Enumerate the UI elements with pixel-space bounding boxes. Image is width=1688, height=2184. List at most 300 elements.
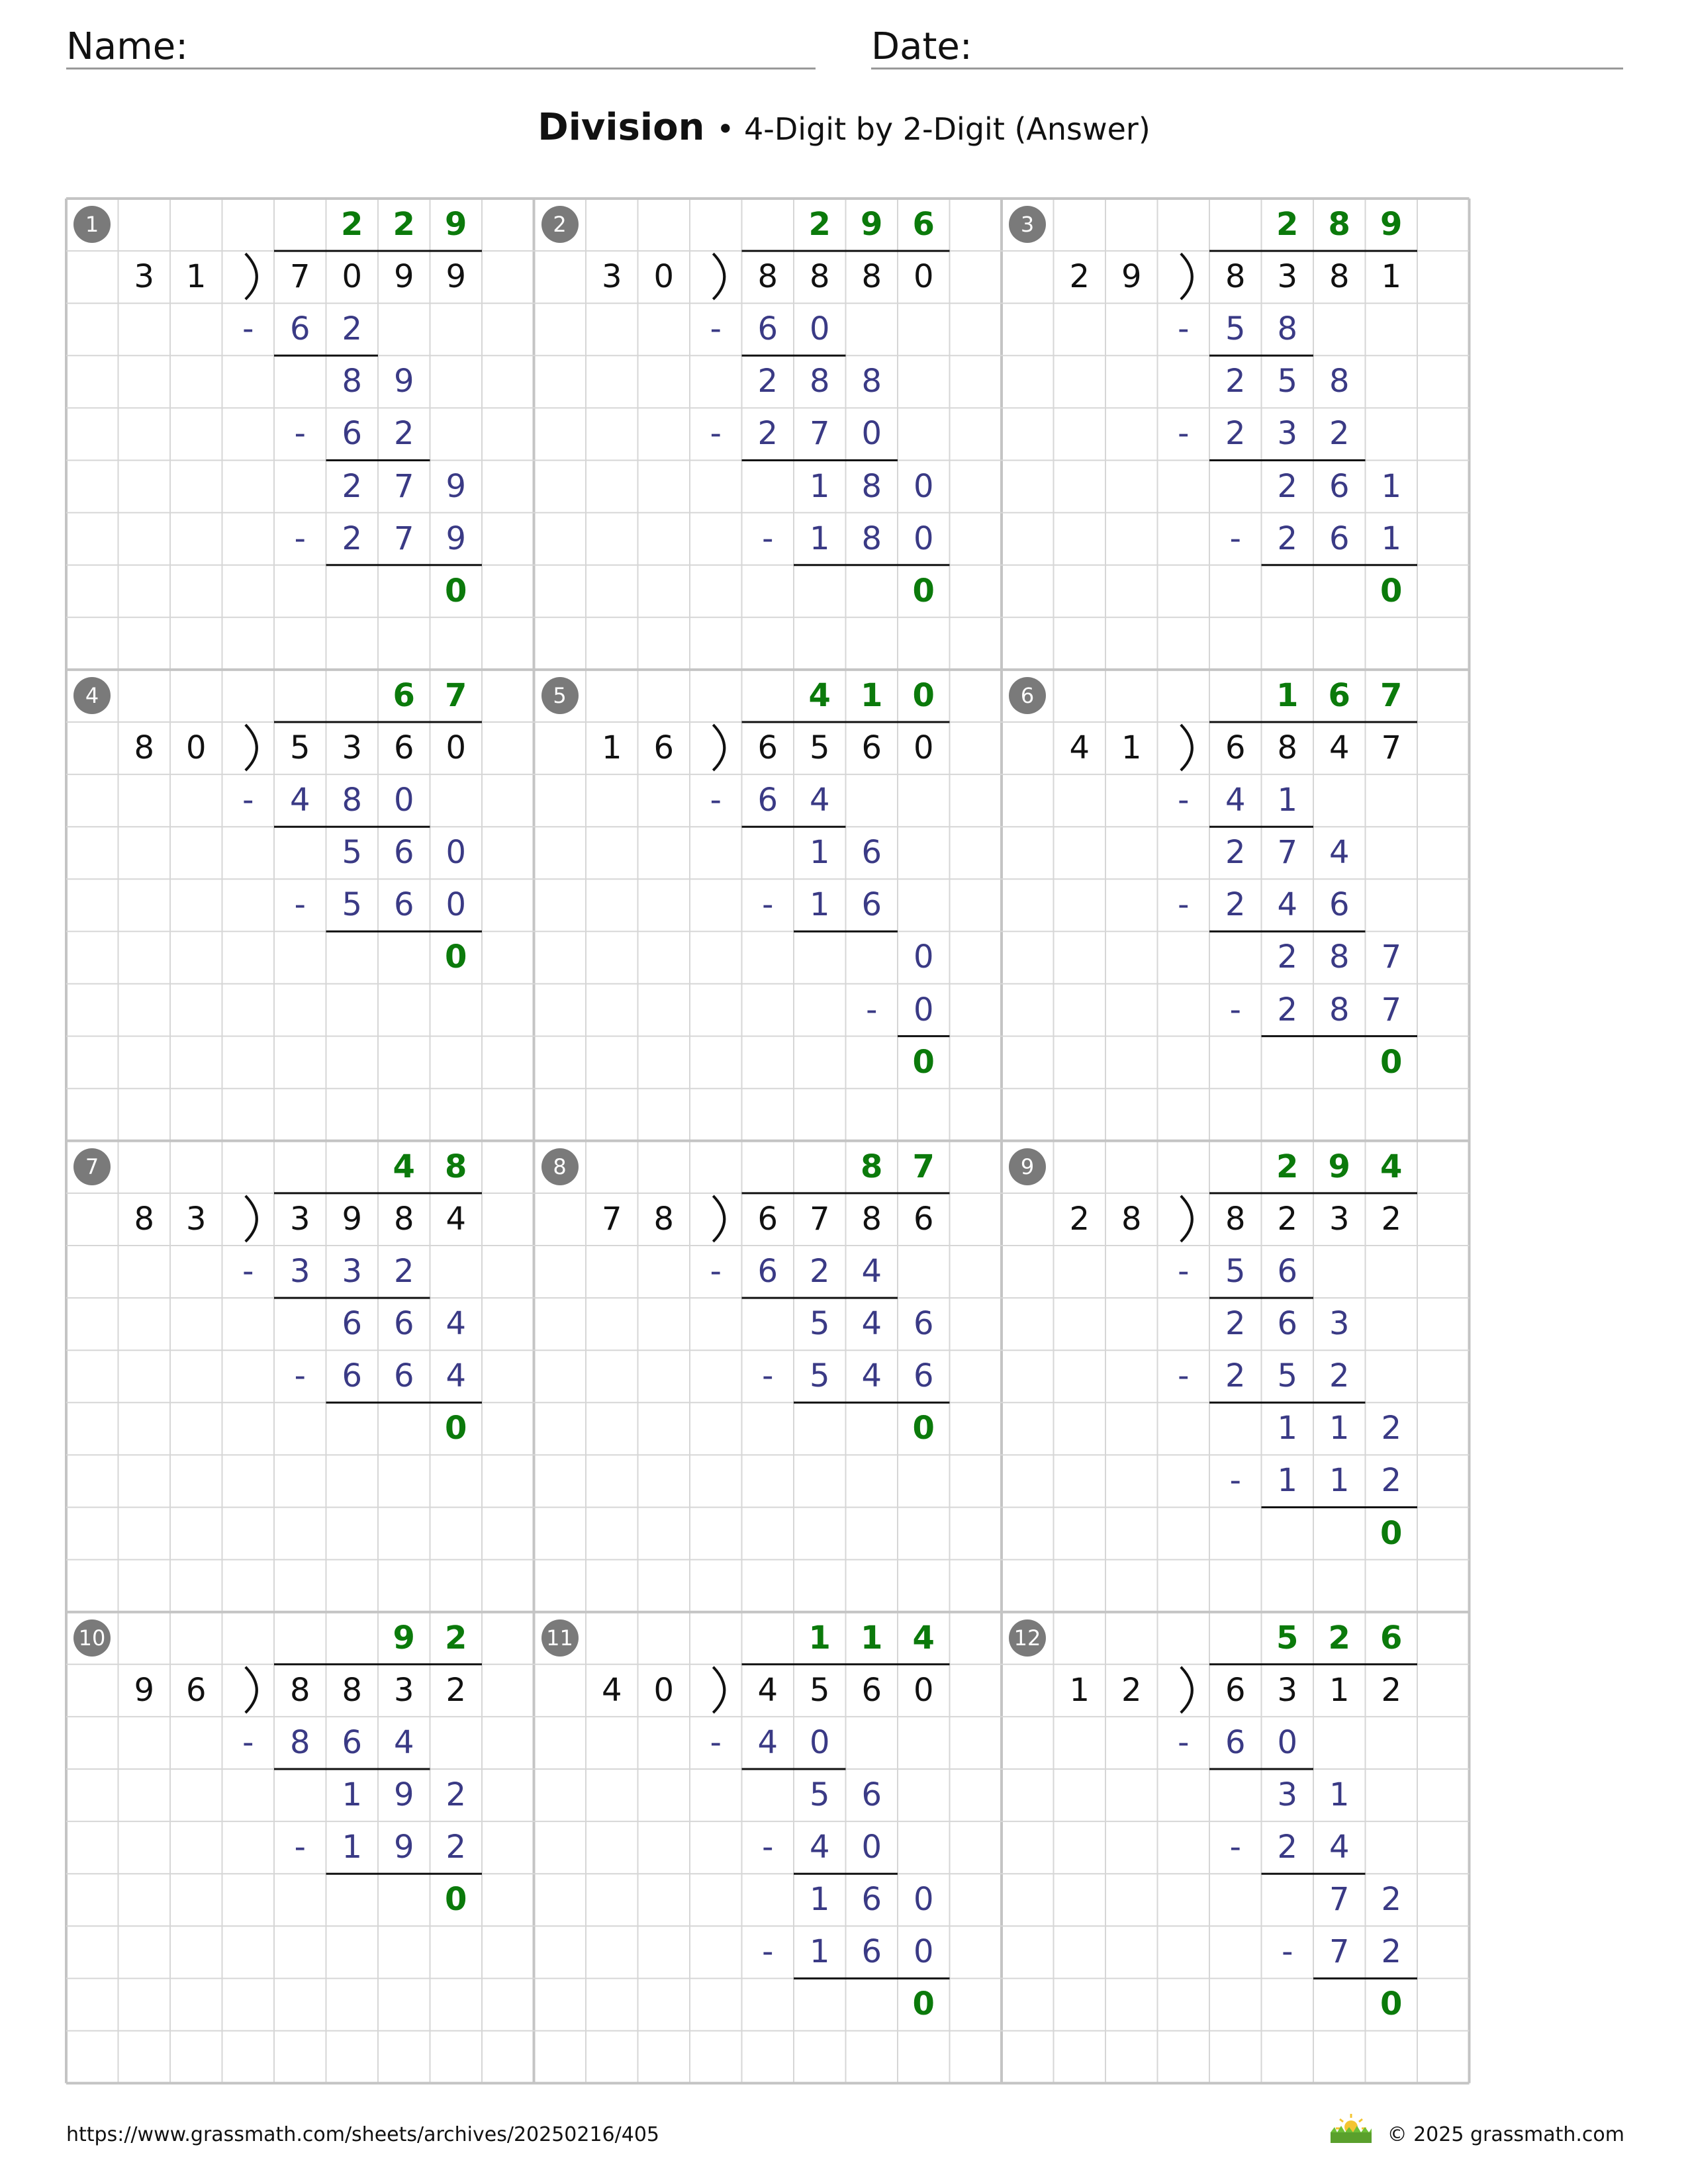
step-digit: 2 [1381,1462,1402,1500]
dividend-digit: 0 [913,258,934,296]
step-digit: 3 [342,1253,363,1290]
minus-sign: - [294,520,306,557]
step-digit: 9 [445,520,467,557]
minus-sign: - [1178,415,1190,453]
quotient-digit: 2 [1276,1148,1299,1185]
step-digit: 9 [445,467,467,505]
step-digit: 8 [809,363,830,400]
step-digit: 6 [342,1723,363,1761]
minus-sign: - [710,1723,722,1761]
step-digit: 8 [1277,310,1298,348]
dividend-digit: 5 [809,1671,830,1709]
dividend-digit: 6 [913,1200,934,1238]
step-digit: 0 [861,1829,882,1866]
dividend-digit: 1 [1381,258,1402,296]
step-digit: 1 [1277,782,1298,819]
remainder-digit: 0 [1380,1985,1403,2023]
step-digit: 8 [861,467,882,505]
step-digit: 1 [1329,1776,1350,1813]
step-digit: 6 [393,1305,414,1343]
step-digit: 4 [809,1829,830,1866]
date-label: Date: [871,25,972,68]
step-digit: 8 [1329,938,1350,976]
remainder-digit: 0 [912,1043,935,1081]
divisor-digit: 6 [185,1671,207,1709]
step-digit: 1 [809,1933,830,1971]
dividend-digit: 7 [1381,729,1402,766]
divisor-digit: 8 [134,1200,155,1238]
step-digit: 5 [1277,1357,1298,1395]
step-digit: 2 [1277,467,1298,505]
step-digit: 4 [393,1723,414,1761]
step-digit: 6 [289,310,310,348]
step-digit: 2 [445,1776,467,1813]
step-digit: 1 [809,886,830,924]
dividend-digit: 8 [1277,729,1298,766]
divisor-digit: 3 [134,258,155,296]
step-digit: 2 [393,1253,414,1290]
remainder-digit: 0 [445,572,467,610]
step-digit: 0 [809,310,830,348]
minus-sign: - [762,1357,774,1395]
dividend-digit: 2 [1381,1671,1402,1709]
dividend-digit: 7 [809,1200,830,1238]
step-digit: 1 [1277,1462,1298,1500]
remainder-digit: 0 [1380,1514,1403,1552]
step-digit: 5 [809,1357,830,1395]
step-digit: 4 [861,1305,882,1343]
step-digit: 7 [1329,1933,1350,1971]
quotient-digit: 2 [1276,206,1299,243]
minus-sign: - [1178,886,1190,924]
step-digit: 6 [861,1881,882,1919]
problem-number-badge: 9 [1009,1148,1046,1185]
quotient-digit: 9 [861,206,883,243]
minus-sign: - [242,1723,254,1761]
problem-number-badge: 3 [1009,206,1046,243]
divisor-digit: 1 [601,729,622,766]
step-digit: 6 [1329,467,1350,505]
quotient-digit: 7 [912,1148,935,1185]
divisor-digit: 9 [134,1671,155,1709]
minus-sign: - [710,310,722,348]
divisor-digit: 1 [1121,729,1142,766]
step-digit: 6 [757,310,778,348]
dividend-digit: 6 [861,1671,882,1709]
minus-sign: - [242,310,254,348]
quotient-digit: 2 [1328,1619,1350,1657]
remainder-digit: 0 [912,1985,935,2023]
division-bracket [713,1667,724,1713]
step-digit: 1 [809,467,830,505]
step-digit: 4 [1277,886,1298,924]
dividend-digit: 5 [289,729,310,766]
division-bracket [1181,1196,1192,1242]
step-digit: 7 [393,467,414,505]
dividend-digit: 3 [1277,258,1298,296]
step-digit: 0 [913,938,934,976]
quotient-digit: 4 [393,1148,415,1185]
step-digit: 2 [1225,834,1246,872]
dividend-digit: 8 [393,1200,414,1238]
minus-sign: - [866,991,878,1028]
dividend-digit: 8 [1329,258,1350,296]
step-digit: 4 [289,782,310,819]
step-digit: 0 [1277,1723,1298,1761]
step-digit: 0 [445,886,467,924]
dividend-digit: 8 [757,258,778,296]
step-digit: 2 [1225,415,1246,453]
dividend-digit: 0 [913,1671,934,1709]
step-digit: 4 [445,1357,467,1395]
divisor-digit: 6 [653,729,675,766]
step-digit: 3 [1277,1776,1298,1813]
division-bracket [1181,1667,1192,1713]
quotient-digit: 9 [445,206,467,243]
step-digit: 6 [861,886,882,924]
step-digit: 0 [861,415,882,453]
step-digit: 6 [393,834,414,872]
dividend-digit: 0 [445,729,467,766]
step-digit: 5 [1277,363,1298,400]
remainder-digit: 0 [912,572,935,610]
quotient-digit: 8 [445,1148,467,1185]
step-digit: 0 [913,1881,934,1919]
dividend-digit: 4 [445,1200,467,1238]
remainder-digit: 0 [1380,572,1403,610]
step-digit: 0 [913,520,934,557]
minus-sign: - [762,1933,774,1971]
footer-url[interactable]: https://www.grassmath.com/sheets/archives/20250216/405 [66,2123,660,2146]
quotient-digit: 6 [1328,676,1350,714]
dividend-digit: 6 [861,729,882,766]
step-digit: 3 [1277,415,1298,453]
dividend-digit: 8 [1225,258,1246,296]
step-digit: 9 [393,1829,414,1866]
step-digit: 7 [1277,834,1298,872]
step-digit: 8 [861,520,882,557]
divisor-digit: 2 [1069,1200,1090,1238]
division-bracket [1181,253,1192,299]
remainder-digit: 0 [445,1410,467,1447]
dividend-digit: 8 [809,258,830,296]
quotient-digit: 2 [393,206,415,243]
minus-sign: - [294,1829,306,1866]
dividend-digit: 8 [342,1671,363,1709]
step-digit: 1 [1381,467,1402,505]
divisor-digit: 8 [1121,1200,1142,1238]
remainder-digit: 0 [1380,1043,1403,1081]
step-digit: 6 [393,886,414,924]
minus-sign: - [1282,1933,1293,1971]
step-digit: 5 [1225,310,1246,348]
dividend-digit: 9 [445,258,467,296]
remainder-digit: 0 [445,1881,467,1919]
step-digit: 3 [1329,1305,1350,1343]
step-digit: 2 [1277,938,1298,976]
division-bracket [246,1667,257,1713]
dividend-digit: 8 [861,258,882,296]
quotient-digit: 7 [1380,676,1403,714]
divisor-digit: 0 [653,258,675,296]
step-digit: 2 [757,415,778,453]
quotient-digit: 9 [1380,206,1403,243]
step-digit: 7 [809,415,830,453]
step-digit: 5 [809,1305,830,1343]
step-digit: 0 [913,1933,934,1971]
minus-sign: - [294,886,306,924]
quotient-digit: 1 [861,1619,883,1657]
dividend-digit: 1 [1329,1671,1350,1709]
dividend-digit: 3 [1277,1671,1298,1709]
minus-sign: - [1178,1357,1190,1395]
quotient-digit: 8 [1328,206,1350,243]
step-digit: 2 [1225,1357,1246,1395]
dividend-digit: 4 [1329,729,1350,766]
quotient-digit: 4 [808,676,831,714]
step-digit: 0 [913,991,934,1028]
division-bracket [246,253,257,299]
step-digit: 7 [1381,991,1402,1028]
division-bracket [246,1196,257,1242]
step-digit: 2 [1277,991,1298,1028]
step-digit: 1 [809,520,830,557]
step-digit: 7 [1381,938,1402,976]
step-digit: 4 [809,782,830,819]
step-digit: 4 [1329,834,1350,872]
step-digit: 1 [1329,1462,1350,1500]
division-bracket [1181,725,1192,770]
step-digit: 4 [1225,782,1246,819]
step-digit: 1 [342,1829,363,1866]
quotient-digit: 4 [912,1619,935,1657]
quotient-digit: 1 [1276,676,1299,714]
step-digit: 5 [342,886,363,924]
dividend-digit: 8 [289,1671,310,1709]
step-digit: 3 [289,1253,310,1290]
step-digit: 2 [1381,1410,1402,1447]
step-digit: 0 [445,834,467,872]
step-digit: 5 [1225,1253,1246,1290]
step-digit: 1 [1277,1410,1298,1447]
dividend-digit: 2 [445,1671,467,1709]
quotient-digit: 6 [912,206,935,243]
problem-number-badge: 8 [541,1148,579,1185]
step-digit: 2 [393,415,414,453]
step-digit: 6 [342,1305,363,1343]
step-digit: 5 [809,1776,830,1813]
quotient-digit: 4 [1380,1148,1403,1185]
divisor-digit: 2 [1069,258,1090,296]
minus-sign: - [762,520,774,557]
minus-sign: - [762,886,774,924]
step-digit: 9 [393,1776,414,1813]
step-digit: 4 [757,1723,778,1761]
dividend-digit: 6 [1225,729,1246,766]
quotient-digit: 6 [1380,1619,1403,1657]
step-digit: 1 [809,834,830,872]
step-digit: 2 [1329,1357,1350,1395]
dividend-digit: 9 [393,258,414,296]
step-digit: 4 [1329,1829,1350,1866]
problem-number-badge: 2 [541,206,579,243]
step-digit: 2 [342,310,363,348]
step-digit: 6 [1277,1305,1298,1343]
step-digit: 2 [809,1253,830,1290]
step-digit: 2 [1329,415,1350,453]
step-digit: 6 [861,1776,882,1813]
minus-sign: - [762,1829,774,1866]
step-digit: 2 [1225,363,1246,400]
step-digit: 8 [289,1723,310,1761]
quotient-digit: 2 [808,206,831,243]
minus-sign: - [1178,310,1190,348]
step-digit: 2 [1381,1933,1402,1971]
dividend-digit: 3 [1329,1200,1350,1238]
dividend-digit: 8 [861,1200,882,1238]
dividend-digit: 2 [1381,1200,1402,1238]
step-digit: 6 [342,415,363,453]
divisor-digit: 4 [1069,729,1090,766]
step-digit: 8 [342,782,363,819]
step-digit: 6 [1277,1253,1298,1290]
quotient-digit: 1 [861,676,883,714]
step-digit: 2 [342,520,363,557]
step-digit: 2 [757,363,778,400]
quotient-digit: 8 [861,1148,883,1185]
step-digit: 2 [445,1829,467,1866]
step-digit: 0 [913,467,934,505]
dividend-digit: 6 [1225,1671,1246,1709]
quotient-digit: 7 [445,676,467,714]
problem-number-badge: 6 [1009,677,1046,714]
quotient-digit: 5 [1276,1619,1299,1657]
problem-number-badge: 10 [73,1619,111,1657]
step-digit: 1 [1329,1410,1350,1447]
step-digit: 4 [861,1357,882,1395]
quotient-digit: 1 [808,1619,831,1657]
step-digit: 2 [1277,1829,1298,1866]
dividend-digit: 5 [809,729,830,766]
division-bracket [713,1196,724,1242]
dividend-digit: 3 [393,1671,414,1709]
division-bracket [713,253,724,299]
divisor-digit: 8 [134,729,155,766]
minus-sign: - [1178,1253,1190,1290]
division-bracket [246,725,257,770]
divisor-digit: 8 [653,1200,675,1238]
step-digit: 7 [1329,1881,1350,1919]
problem-number-badge: 7 [73,1148,111,1185]
problem-number-badge: 11 [541,1619,579,1657]
step-digit: 6 [1225,1723,1246,1761]
minus-sign: - [1178,782,1190,819]
problem-number-badge: 12 [1009,1619,1046,1657]
minus-sign: - [294,1357,306,1395]
divisor-digit: 3 [185,1200,207,1238]
dividend-digit: 9 [342,1200,363,1238]
quotient-digit: 9 [393,1619,415,1657]
step-digit: 2 [1381,1881,1402,1919]
step-digit: 8 [1329,363,1350,400]
step-digit: 6 [861,1933,882,1971]
divisor-digit: 1 [185,258,207,296]
dividend-digit: 3 [289,1200,310,1238]
minus-sign: - [294,415,306,453]
remainder-digit: 0 [912,1410,935,1447]
quotient-digit: 9 [1328,1148,1350,1185]
dividend-digit: 2 [1277,1200,1298,1238]
step-digit: 9 [393,363,414,400]
division-bracket [713,725,724,770]
dividend-digit: 6 [757,1200,778,1238]
step-digit: 6 [861,834,882,872]
dividend-digit: 3 [342,729,363,766]
footer-copyright: © 2025 grassmath.com [1387,2123,1624,2146]
divisor-digit: 3 [601,258,622,296]
step-digit: 1 [342,1776,363,1813]
grass-sun-logo-icon [1328,2111,1374,2144]
step-digit: 2 [1277,520,1298,557]
divisor-digit: 1 [1069,1671,1090,1709]
step-digit: 8 [861,363,882,400]
dividend-digit: 8 [1225,1200,1246,1238]
minus-sign: - [1229,520,1241,557]
dividend-digit: 4 [757,1671,778,1709]
dividend-digit: 6 [393,729,414,766]
divisor-digit: 4 [601,1671,622,1709]
minus-sign: - [242,1253,254,1290]
step-digit: 5 [342,834,363,872]
step-digit: 4 [861,1253,882,1290]
step-digit: 7 [393,520,414,557]
minus-sign: - [710,1253,722,1290]
divisor-digit: 0 [185,729,207,766]
minus-sign: - [1229,1829,1241,1866]
dividend-digit: 0 [342,258,363,296]
title-main: Division [538,106,705,149]
step-digit: 6 [1329,520,1350,557]
dividend-digit: 0 [913,729,934,766]
step-digit: 4 [445,1305,467,1343]
step-digit: 6 [757,1253,778,1290]
step-digit: 2 [1225,1305,1246,1343]
step-digit: 2 [1225,886,1246,924]
divisor-digit: 2 [1121,1671,1142,1709]
step-digit: 8 [342,363,363,400]
dividend-digit: 7 [289,258,310,296]
divisor-digit: 0 [653,1671,675,1709]
step-digit: 6 [342,1357,363,1395]
quotient-digit: 6 [393,676,415,714]
step-digit: 1 [809,1881,830,1919]
remainder-digit: 0 [445,938,467,976]
minus-sign: - [242,782,254,819]
divisor-digit: 9 [1121,258,1142,296]
minus-sign: - [1178,1723,1190,1761]
step-digit: 6 [1329,886,1350,924]
quotient-digit: 2 [445,1619,467,1657]
minus-sign: - [1229,1462,1241,1500]
minus-sign: - [710,782,722,819]
step-digit: 2 [342,467,363,505]
title-sub: • 4-Digit by 2-Digit (Answer) [716,111,1150,147]
quotient-digit: 0 [912,676,935,714]
minus-sign: - [1229,991,1241,1028]
step-digit: 6 [393,1357,414,1395]
step-digit: 1 [1381,520,1402,557]
problem-number-badge: 1 [73,206,111,243]
